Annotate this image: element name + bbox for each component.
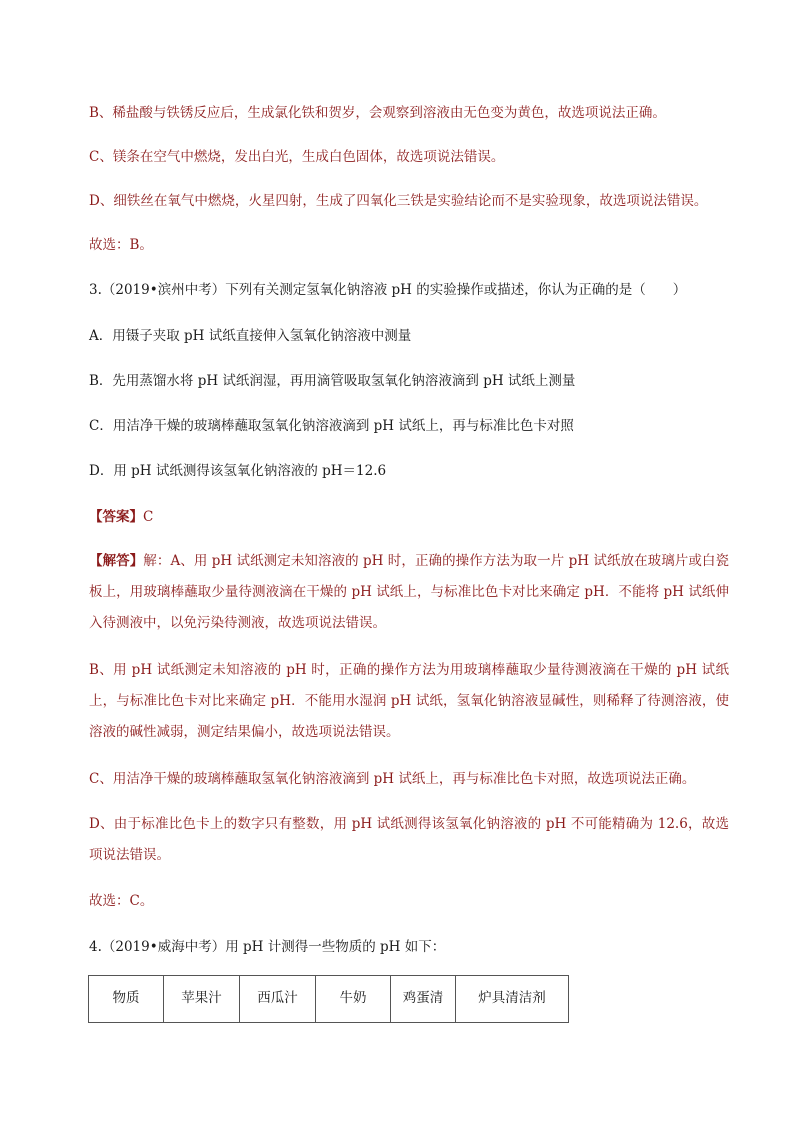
answer-tag: 【答案】: [89, 509, 143, 525]
table-row: [89, 976, 569, 1023]
ph-table-container: [88, 975, 569, 1023]
answer-line: [89, 507, 153, 527]
question-3-option-c: C．用洁净干燥的玻璃棒蘸取氢氧化钠溶液滴到 pH 试纸上，再与标准比色卡对照: [89, 418, 574, 434]
prev-option-b-explanation: B、稀盐酸与铁锈反应后，生成氯化铁和贺岁，会观察到溶液由无色变为黄色，故选项说法正确。: [89, 105, 666, 121]
question-3-option-b: B．先用蒸馏水将 pH 试纸润湿，再用滴管吸取氢氧化钠溶液滴到 pH 试纸上测量: [89, 373, 576, 389]
prev-option-d-explanation: D、细铁丝在氧气中燃烧，火星四射，生成了四氧化三铁是实验结论而不是实验现象，故选项说法错误。: [89, 193, 708, 209]
question-3-stem: 3.（2019•滨州中考）下列有关测定氢氧化钠溶液 pH 的实验操作或描述，你认为正确的是（ ）: [89, 282, 687, 298]
analysis-option-c: C、用洁净干燥的玻璃棒蘸取氢氧化钠溶液滴到 pH 试纸上，再与标准比色卡对照，故选项说法正确。: [89, 771, 696, 787]
table-header-cell: 炉具清洁剂: [456, 976, 569, 1023]
ph-table: [88, 975, 569, 1023]
analysis-option-a: [89, 546, 729, 639]
answer-value: C: [143, 509, 154, 525]
table-header-cell: 物质: [89, 976, 164, 1023]
question-3-option-d: D．用 pH 试纸测得该氢氧化钠溶液的 pH＝12.6: [89, 463, 387, 479]
analysis-tag: 【解答】: [89, 553, 144, 569]
prev-option-c-explanation: C、镁条在空气中燃烧，发出白光，生成白色固体，故选项说法错误。: [89, 149, 505, 165]
question-4-stem: 4.（2019•威海中考）用 pH 计测得一些物质的 pH 如下：: [89, 939, 446, 955]
analysis-option-a-text: 解：A、用 pH 试纸测定未知溶液的 pH 时，正确的操作方法为取一片 pH 试纸放在玻璃片或白瓷板上，用玻璃棒蘸取少量待测液滴在干燥的 pH 试纸上，与标准比色卡对比来确定 pH．不能将 pH 试纸伸入待测液中，以免污染待测液，故选项说法错误。: [89, 553, 730, 631]
table-header-cell: 鸡蛋清: [391, 976, 456, 1023]
table-header-cell: 牛奶: [316, 976, 391, 1023]
table-header-cell: 西瓜汁: [240, 976, 316, 1023]
question-3-final-choice: 故选：C。: [89, 893, 154, 909]
table-header-cell: 苹果汁: [164, 976, 240, 1023]
analysis-option-b: B、用 pH 试纸测定未知溶液的 pH 时，正确的操作方法为用玻璃棒蘸取少量待测液滴在干燥的 pH 试纸上，与标准比色卡对比来确定 pH．不能用水湿润 pH 试纸，氢氧化钠溶液显碱性，则稀释了待测溶液，使溶液的碱性减弱，测定结果偏小，故选项说法错误。: [89, 662, 729, 740]
analysis-option-d: D、由于标准比色卡上的数字只有整数，用 pH 试纸测得该氢氧化钠溶液的 pH 不可能精确为 12.6，故选项说法错误。: [89, 816, 729, 863]
prev-final-choice: 故选：B。: [89, 237, 153, 253]
question-3-option-a: A．用镊子夹取 pH 试纸直接伸入氢氧化钠溶液中测量: [89, 328, 412, 344]
